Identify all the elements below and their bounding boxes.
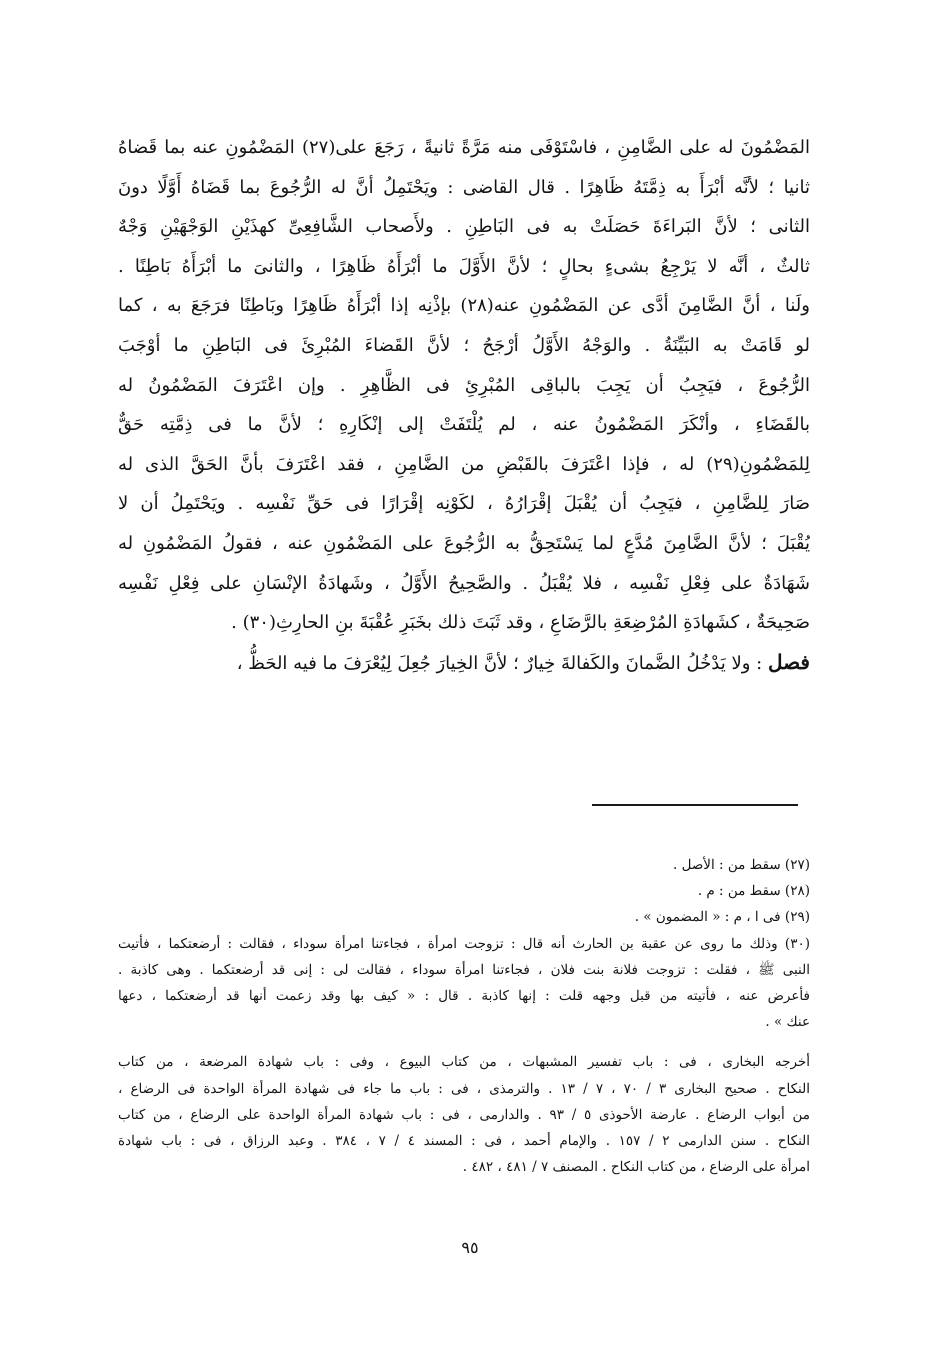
body-line-11: يُقْبَلَ ؛ لأنَّ الضَّامِنَ مُدَّعٍ لما يَسْتَحِقُّ به الرُّجُوعَ على المَضْمُونِ عنه ، فقولُ المَضْمُونِ له: [118, 532, 810, 554]
footnote-30-line-2: النبى ﷺ ، فقلت : تزوجت فلانة بنت فلان ، فجاءتنا امرأة سوداء ، فقالت لى : إنى قد أرضعتكما . وهى كاذبة .: [118, 961, 810, 978]
footnotes-section: [118, 852, 810, 1180]
footnote-30-line-4: عنك » .: [765, 1014, 810, 1031]
takhrij-line-4: النكاح . سنن الدارمى ٢ / ١٥٧ . والإمام أحمد ، فى : المسند ٤ / ٧ ، ٣٨٤ . وعبد الرزاق ، فى : باب شهادة: [118, 1133, 810, 1150]
body-line-10: صَارَ لِلضَّامِنِ ، فيَجِبُ أن يُقْبَلَ إقْرَارُهُ ، لكَوْنِه إقْرَارًا فى حَقِّ نَفْسِه . ويَحْتَمِلُ أن لا: [118, 493, 810, 515]
takhrij-line-5: امرأة على الرضاع ، من كتاب النكاح . المصنف ٧ / ٤٨١ ، ٤٨٢ .: [462, 1159, 810, 1176]
body-line-8: بالقَضَاءِ ، وأنْكَرَ المَضْمُونُ عنه ، لم يُلْتَفَتْ إلى إنْكَارِهِ ؛ لأنَّ ما فى ذِمَّتِه حَقٌّ: [118, 414, 810, 436]
body-line-1: المَضْمُونَ له على الضَّامِنِ ، فاسْتَوْفَى منه مَرَّةً ثانيةً ، رَجَعَ على(٢٧) المَضْمُونِ عنه بما قَضاهُ: [118, 137, 810, 158]
body-line-7: الرُّجُوعَ ، فيَجِبُ أن يَجِبَ بالباقِى المُبْرِئِ فى الظَّاهِرِ . وإن اعْتَرَفَ المَضْمُونُ له: [118, 374, 810, 396]
body-line-12: شَهَادَةٌ على فِعْلِ نَفْسِه ، فلا يُقْبَلُ . والصَّحِيحُ الأَوَّلُ ، وشَهادَةُ الإنْسَانِ على فِعْلِ نَفْسِه: [118, 572, 810, 594]
page-number: ٩٥: [461, 1238, 479, 1257]
takhrij-line-1: أخرجه البخارى ، فى : باب تفسير المشبهات ، من كتاب البيوع ، وفى : باب شهادة المرضعة ، من كتاب: [118, 1054, 810, 1071]
body-line-13: صَحِيحَةٌ ، كشَهادَةِ المُرْضِعَةِ بالرَّضَاعِ ، وقد ثَبَتَ ذلك بخَبَرِ عُقْبَةَ بنِ الحارِثِ(٣٠) .: [231, 612, 810, 634]
takhrij-line-3: من أبواب الرضاع . عارضة الأحوذى ٥ / ٩٣ . والدارمى ، فى : باب شهادة المرأة الواحدة على الرضاع ، من كتاب: [118, 1106, 810, 1123]
body-line-3: الثانى ؛ لأنَّ البَراءَةَ حَصَلَتْ به فى البَاطِنِ . ولأَصحاب الشَّافِعِىِّ كهذَيْنِ الوَجْهَيْنِ وَجْهٌ: [118, 216, 810, 238]
body-line-9: لِلمَضْمُونِ(٢٩) له ، فإذا اعْتَرَفَ بالقَبْضِ من الضَّامِنِ ، فقد اعْتَرَفَ بأنَّ الحَقَّ الذى له: [118, 453, 810, 475]
footnote-28: (٢٨) سقط من : م .: [697, 883, 810, 900]
body-line-6: لو قَامَتْ به البَيِّنَةُ . والوَجْهُ الأَوَّلُ أرْجَحُ ؛ لأنَّ القَضاءَ المُبْرِئَ فى البَاطِنِ ما أوْجَبَ: [118, 334, 810, 356]
footnote-separator: [592, 804, 798, 806]
body-line-5: ولَنا ، أنَّ الضَّامِنَ أدَّى عن المَضْمُونِ عنه(٢٨) بإذْنِه إذا أبْرَأَهُ ظَاهِرًا وبَاطِنًا فرَجَعَ به ، كما: [118, 295, 810, 317]
fasl-paragraph: [118, 643, 810, 684]
takhrij-line-2: النكاح . صحيح البخارى ٣ / ٧٠ ، ٧ / ١٣ . والترمذى ، فى : باب ما جاء فى شهادة المرأة الواحدة فى الرضاع ،: [118, 1080, 810, 1097]
fasl-heading: فصل: [767, 649, 810, 674]
footnote-30-line-3: فأعرض عنه ، فأتيته من قبل وجهه قلت : إنها كاذبة . قال : « كيف بها وقد زعمت أنها قد أرضعتكما ، دعها: [118, 988, 810, 1005]
footnote-30-line-1: (٣٠) وذلك ما روى عن عقبة بن الحارث أنه قال : تزوجت امرأة ، فجاءتنا امرأة سوداء ، فقالت : أرضعتكما ، فأتيت: [118, 935, 810, 952]
footnote-29: (٢٩) فى ا ، م : « المضمون » .: [634, 909, 810, 926]
body-line-2: ثانيا ؛ لأنَّه أبْرَأَ به ذِمَّتَهُ ظَاهِرًا . قال القاضى : ويَحْتَمِلُ أنَّ له الرُّجُوعَ بما قَضَاهُ أَوَّلًا دونَ: [118, 176, 810, 198]
fasl-text: : ولا يَدْخُلُ الضَّمانَ والكَفالةَ خِيارٌ ؛ لأنَّ الخِيارَ جُعِلَ لِيُعْرَفَ ما فيه الحَظُّ ،: [236, 652, 763, 674]
body-line-4: ثالثٌ ، أنَّه لا يَرْجِعُ بشىءٍ بحالٍ ؛ لأنَّ الأَوَّلَ ما أبْرَأَهُ ظَاهِرًا ، والثانىَ ما أبْرَأَهُ بَاطِنًا .: [118, 255, 810, 277]
footnote-27: (٢٧) سقط من : الأصل .: [673, 857, 810, 873]
footnote-gap: [118, 1035, 810, 1049]
main-body-text: [118, 128, 810, 683]
